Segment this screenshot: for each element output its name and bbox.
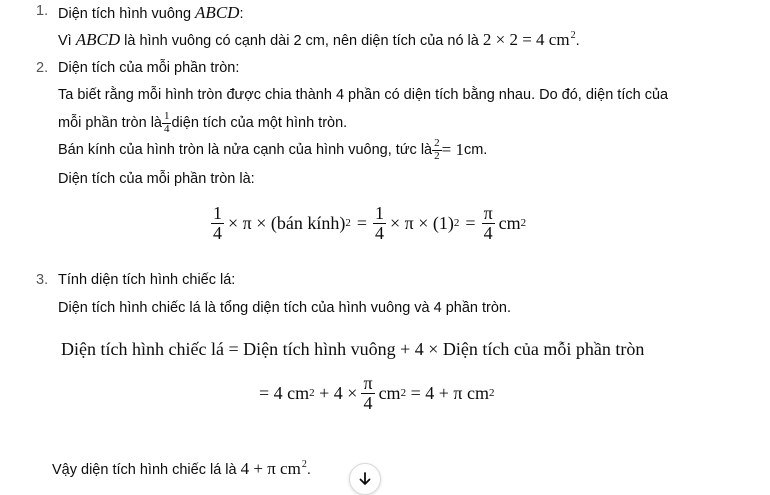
step-2-line-1: Ta biết rằng mỗi hình tròn được chia thành 4 phần có diện tích bằng nhau. Do đó, diện tích của xyxy=(58,87,669,103)
step-number: 1. xyxy=(36,3,49,19)
arrow-down-icon xyxy=(358,472,372,486)
fraction: $\frac{1}{4}$ xyxy=(213,203,222,243)
conclusion: Vậy diện tích hình chiếc lá là 4 + π $cm^2$. xyxy=(52,459,311,478)
step-3-title: Tính diện tích hình chiếc lá: xyxy=(58,272,236,288)
fraction: $\frac{1}{4}$ xyxy=(375,203,385,243)
step-1 xyxy=(36,3,48,19)
step-2-line-2: mỗi phần tròn là $\frac{1}{4}$ diện tích của một hình tròn. xyxy=(58,109,348,135)
step-2: 2. xyxy=(36,60,49,76)
step-2-title: Diện tích của mỗi phần tròn: xyxy=(58,60,240,76)
step-1-title: Diện tích hình vuông ABCD: xyxy=(58,3,244,22)
fraction: $\frac{2}{2}$ xyxy=(434,136,440,162)
step-2-line-4: Diện tích của mỗi phần tròn là: xyxy=(58,171,255,187)
step-3-formula-line-1: Diện tích hình chiếc lá = Diện tích hình vuông + 4 × Diện tích của mỗi phần tròn xyxy=(61,339,645,359)
scroll-down-button[interactable] xyxy=(349,463,381,495)
step-3: 3. xyxy=(36,272,49,288)
step-3-formula-line-2: = 4 cm 2 + 4 × $\frac{\pi}{4}$ cm 2 = 4 + π cm 2 xyxy=(259,373,495,413)
fraction: $\frac{\pi}{4}$ xyxy=(483,203,493,243)
step-1-line: Vì ABCD là hình vuông có cạnh dài 2 cm, nên diện tích của nó là 2 × 2 = 4 $cm^2$. xyxy=(58,30,580,49)
fraction: $\frac{1}{4}$ xyxy=(163,109,170,135)
step-2-line-3: Bán kính của hình tròn là nửa cạnh của hình vuông, tức là $\frac{2}{2}$ = 1 cm. xyxy=(58,136,488,162)
step-3-line-1: Diện tích hình chiếc lá là tổng diện tích của hình vuông và 4 phần tròn. xyxy=(58,300,512,316)
fraction: $\frac{\pi}{4}$ xyxy=(363,373,373,413)
step-2-formula: $\frac{1}{4}$ × π × (bán kính) 2 = $\frac{1}{4}$ × π × (1) 2 = $\frac{\pi}{4}$ cm 2 xyxy=(213,203,527,243)
